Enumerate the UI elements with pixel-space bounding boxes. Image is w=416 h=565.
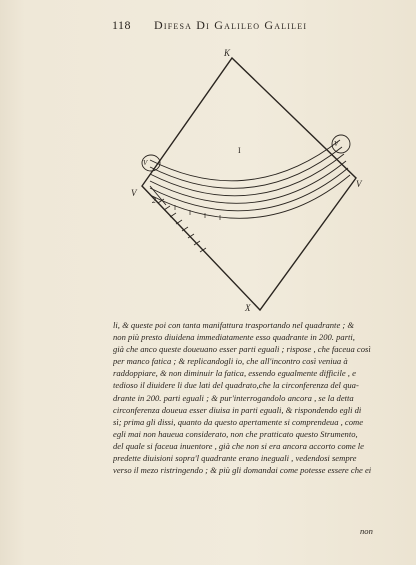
label-v-left-cap: V [143, 159, 148, 167]
catchword: non [360, 526, 373, 536]
label-x: X [245, 303, 251, 313]
text-line: drante in 200. parti eguali ; & pur'interrogandolo ancora , se la detta [113, 392, 354, 403]
body-paragraph [113, 319, 381, 476]
graduated-arc-band [150, 140, 350, 218]
text-line: per manco fatica ; & replicandogli io, che all'incontro così veniua à [113, 356, 348, 367]
text-line: non più presto diuidena immediatamente esso quadrante in 200. parti, [113, 332, 355, 343]
text-line: del quale si faceua inuentore , già che non si era ancora accorto come le [113, 440, 364, 451]
label-k: K [224, 48, 231, 58]
text-line: circonferenza doueua esser diuisa in parti eguali, & rispondendo egli di [113, 404, 362, 415]
running-title: Difesa Di Galileo Galilei [154, 18, 308, 32]
text-line: già che anco queste doueuano esser parti eguali ; rispose , che faceua così [113, 344, 371, 355]
label-i: I [238, 146, 241, 155]
text-line: predette diuisioni sopra'l quadrante erano ineguali , vedendosi sempre [113, 453, 357, 464]
text-line: tedioso il diuidere li due lati del quadrato,che la circonferenza del qua- [113, 380, 359, 391]
text-line: raddoppiare, & non diminuir la fatica, essendo egualmente difficile , e [113, 368, 356, 379]
label-v-right-cap: V [334, 140, 339, 148]
label-2: 2 [152, 196, 156, 205]
page-number: 118 [112, 18, 132, 32]
text-line: li, & queste poi con tanta manifattura trasportando nel quadrante ; & [113, 320, 355, 330]
scale-ticks [158, 199, 206, 252]
label-v-right: V [356, 179, 362, 189]
text-line: sì; prima gli dissi, quanto da questo apertamente si comprendeua , come [113, 416, 364, 427]
text-line: verso il mezo ristringendo ; & più gli domandai come potesse essere che ei [113, 465, 372, 476]
text-line: egli mai non haueua considerato, non che pratticato questo Strumento, [113, 428, 358, 439]
label-v-left: V [131, 188, 137, 198]
